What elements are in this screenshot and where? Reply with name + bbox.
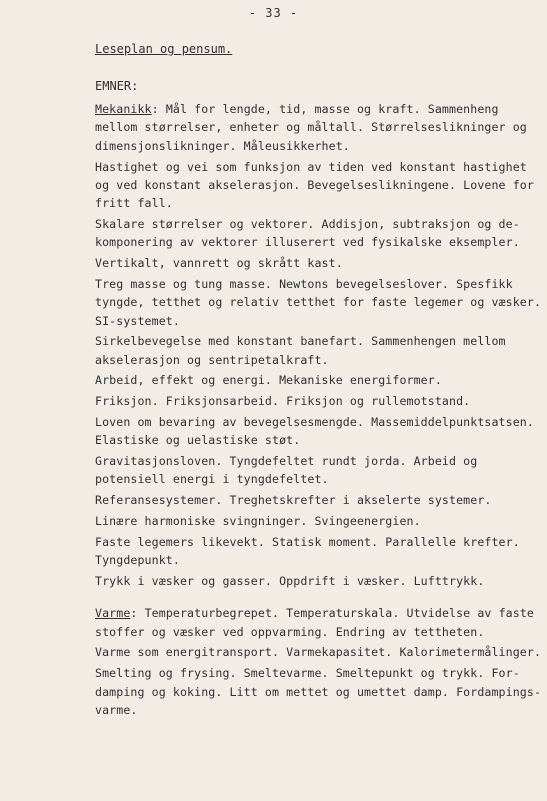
section-gap	[95, 592, 545, 604]
topics-label: EMNER:	[95, 79, 139, 93]
section-title-mekanikk: Mekanikk	[95, 102, 152, 116]
paragraph: Gravitasjonsloven. Tyngdefeltet rundt jorda. Arbeid og potensiell energi i tyngdefeltet.	[95, 453, 478, 487]
section-title-varme: Varme	[95, 606, 131, 621]
section-mekanikk-p0: Mekanikk: Mål for lengde, tid, masse og kraft. Sammenheng mellom størrelser, enheter og måltall. Størrelseslikninger og dimensjonslikninger. Måleusikkerhet.	[95, 102, 527, 153]
paragraph: Linære harmoniske svingninger. Svingeenergien.	[95, 513, 421, 528]
paragraph: Arbeid, effekt og energi. Mekaniske energiformer.	[95, 373, 442, 388]
section-varme-p0: Varme: Temperaturbegrepet. Temperaturskala. Utvidelse av faste stoffer og væsker ved oppvarming. Endring av tettheten.	[95, 606, 534, 639]
paragraph: Loven om bevaring av bevegelsesmengde. Massemiddelpunktsatsen. Elastiske og uelastiske støt.	[95, 414, 534, 448]
paragraph: Hastighet og vei som funksjon av tiden ved konstant hastighet og ved konstant akselerasjon. Bevegelseslikningene. Lovene for fritt fall.	[95, 159, 534, 211]
paragraph: Faste legemers likevekt. Statisk moment. Parallelle krefter. Tyngdepunkt.	[95, 534, 520, 567]
paragraph: Referansesystemer. Treghetskrefter i akselerte systemer.	[95, 493, 492, 508]
paragraph: Trykk i væsker og gasser. Oppdrift i væsker. Lufttrykk.	[95, 573, 485, 588]
topics-body	[95, 100, 545, 722]
page-heading: Leseplan og pensum.	[95, 42, 233, 56]
page-number: - 33 -	[248, 6, 299, 20]
paragraph: Skalare størrelser og vektorer. Addisjon, subtraksjon og de- komponering av vektorer illuserert ved fysikalske eksempler.	[95, 217, 520, 250]
paragraph: Vertikalt, vannrett og skrått kast.	[95, 256, 343, 271]
paragraph: Varme som energitransport. Varmekapasitet. Kalorimetermålinger.	[95, 645, 542, 660]
paragraph: Treg masse og tung masse. Newtons bevegelseslover. Spesfikk tyngde, tetthet og relativ tetthet for faste legemer og væsker. SI-systemet.	[95, 276, 542, 328]
paragraph: Sirkelbevegelse med konstant banefart. Sammenhengen mellom akselerasjon og sentripetalkraft.	[95, 334, 506, 367]
paragraph: Smelting og frysing. Smeltevarme. Smeltepunkt og trykk. For- damping og koking. Litt om mettet og umettet damp. Fordampings- varme.	[95, 666, 542, 717]
paragraph: Friksjon. Friksjonsarbeid. Friksjon og rullemotstand.	[95, 394, 471, 409]
